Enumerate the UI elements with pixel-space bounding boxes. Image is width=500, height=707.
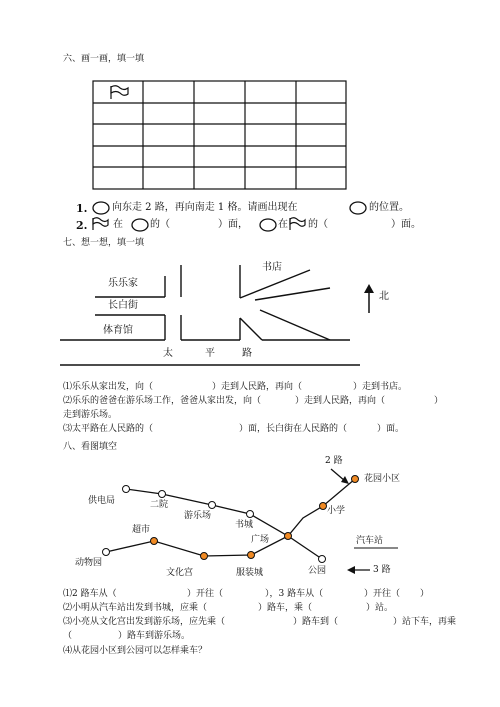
q2-number: 2. [76, 219, 88, 232]
section6-title: 六、画一画，填一填 [63, 54, 145, 64]
s7-q1-a: ⑴乐乐从家出发，向（ [63, 382, 154, 392]
label-route2: 2 路 [325, 456, 343, 466]
q1-number: 1. [76, 202, 88, 215]
s7-q2-b: ）走到人民路，再向（ [295, 396, 386, 406]
q2-text-4: 在 [278, 219, 288, 230]
label-dongwuyuan: 动物园 [75, 558, 103, 568]
s8-q2-b: ）路车，乘（ [258, 603, 313, 613]
label-fuzhuangcheng: 服装城 [236, 568, 264, 578]
q2-text-6: ）面。 [391, 219, 421, 230]
label-guangchang: 广场 [251, 535, 270, 545]
label-eryuan: 二院 [150, 500, 169, 510]
s8-q3-b: ）路车到（ [293, 617, 339, 627]
s8-q1-c: ），3 路车从（ [265, 589, 324, 599]
label-shucheng: 书城 [235, 520, 254, 530]
q1-text: 向东走 2 路，再向南走 1 格。请画出现在 [112, 202, 298, 213]
s8-q1-d: ）开往（ [364, 589, 401, 599]
label-taiping-1: 太 [163, 348, 173, 359]
label-tiyuguan: 体育馆 [103, 325, 133, 336]
s7-q1-c: ）走到书店。 [353, 382, 408, 392]
s8-q3-a: ⑶小亮从文化宫出发到游乐场，应先乘（ [63, 617, 226, 627]
section7-title: 七、想一想，填一填 [63, 238, 145, 248]
s8-q3-c: ）站下车，再乘 [393, 617, 457, 627]
s8-q1-b: ）开往（ [187, 589, 224, 599]
s7-q1-b: ）走到人民路，再向（ [212, 382, 303, 392]
q2-text-2: 的（ [150, 219, 170, 230]
label-taiping-2: 平 [205, 348, 215, 359]
section8-title: 八、看图填空 [63, 442, 118, 452]
label-wenhuagong: 文化宫 [166, 568, 194, 578]
s7-q3-a: ⑶太平路在人民路的（ [63, 424, 154, 434]
s8-q3-d: （ [63, 631, 73, 641]
q2-text-5: 的（ [308, 219, 328, 230]
label-taiping-3: 路 [242, 348, 252, 359]
label-route3: 3 路 [373, 565, 391, 575]
label-chaoshi: 超市 [132, 525, 151, 535]
q2-text-3: ）面， [218, 219, 248, 230]
label-qichezhan: 汽车站 [356, 536, 384, 546]
grid [93, 81, 346, 189]
s8-q1-e: ） [420, 589, 430, 599]
q2-text-1: 在 [113, 219, 123, 230]
label-changbaijie: 长白街 [108, 300, 138, 311]
s8-q4: ⑷从花园小区到公园可以怎样乘车？ [63, 646, 208, 656]
s8-q2-c: ）站。 [366, 603, 394, 613]
s8-q2-a: ⑵小明从汽车站出发到书城，应乘（ [63, 603, 208, 613]
s7-q2-c: ） [434, 396, 444, 406]
s8-q1-a: ⑴2 路车从（ [63, 589, 117, 599]
s8-q3-e: ）路车到游乐场。 [118, 631, 191, 641]
label-north: 北 [379, 291, 389, 302]
label-youlechang: 游乐场 [184, 511, 212, 521]
label-huayuan: 花园小区 [364, 474, 401, 484]
s7-q3-b: ）面，长白街在人民路的（ [239, 424, 348, 434]
q1-tail: 的位置。 [369, 202, 409, 213]
label-gongdianju: 供电局 [88, 496, 116, 506]
s7-q2-d: 走到游乐场。 [63, 410, 118, 420]
flag-icon [111, 86, 128, 99]
s7-q2-a: ⑵乐乐的爸爸在游乐场工作，爸爸从家出发，向（ [63, 396, 262, 406]
label-xiaoxue: 小学 [327, 506, 346, 516]
label-lelejia: 乐乐家 [108, 278, 138, 289]
s7-q3-c: ）面。 [377, 424, 405, 434]
label-shudian: 书店 [262, 262, 282, 273]
label-gongyuan: 公园 [308, 566, 327, 576]
